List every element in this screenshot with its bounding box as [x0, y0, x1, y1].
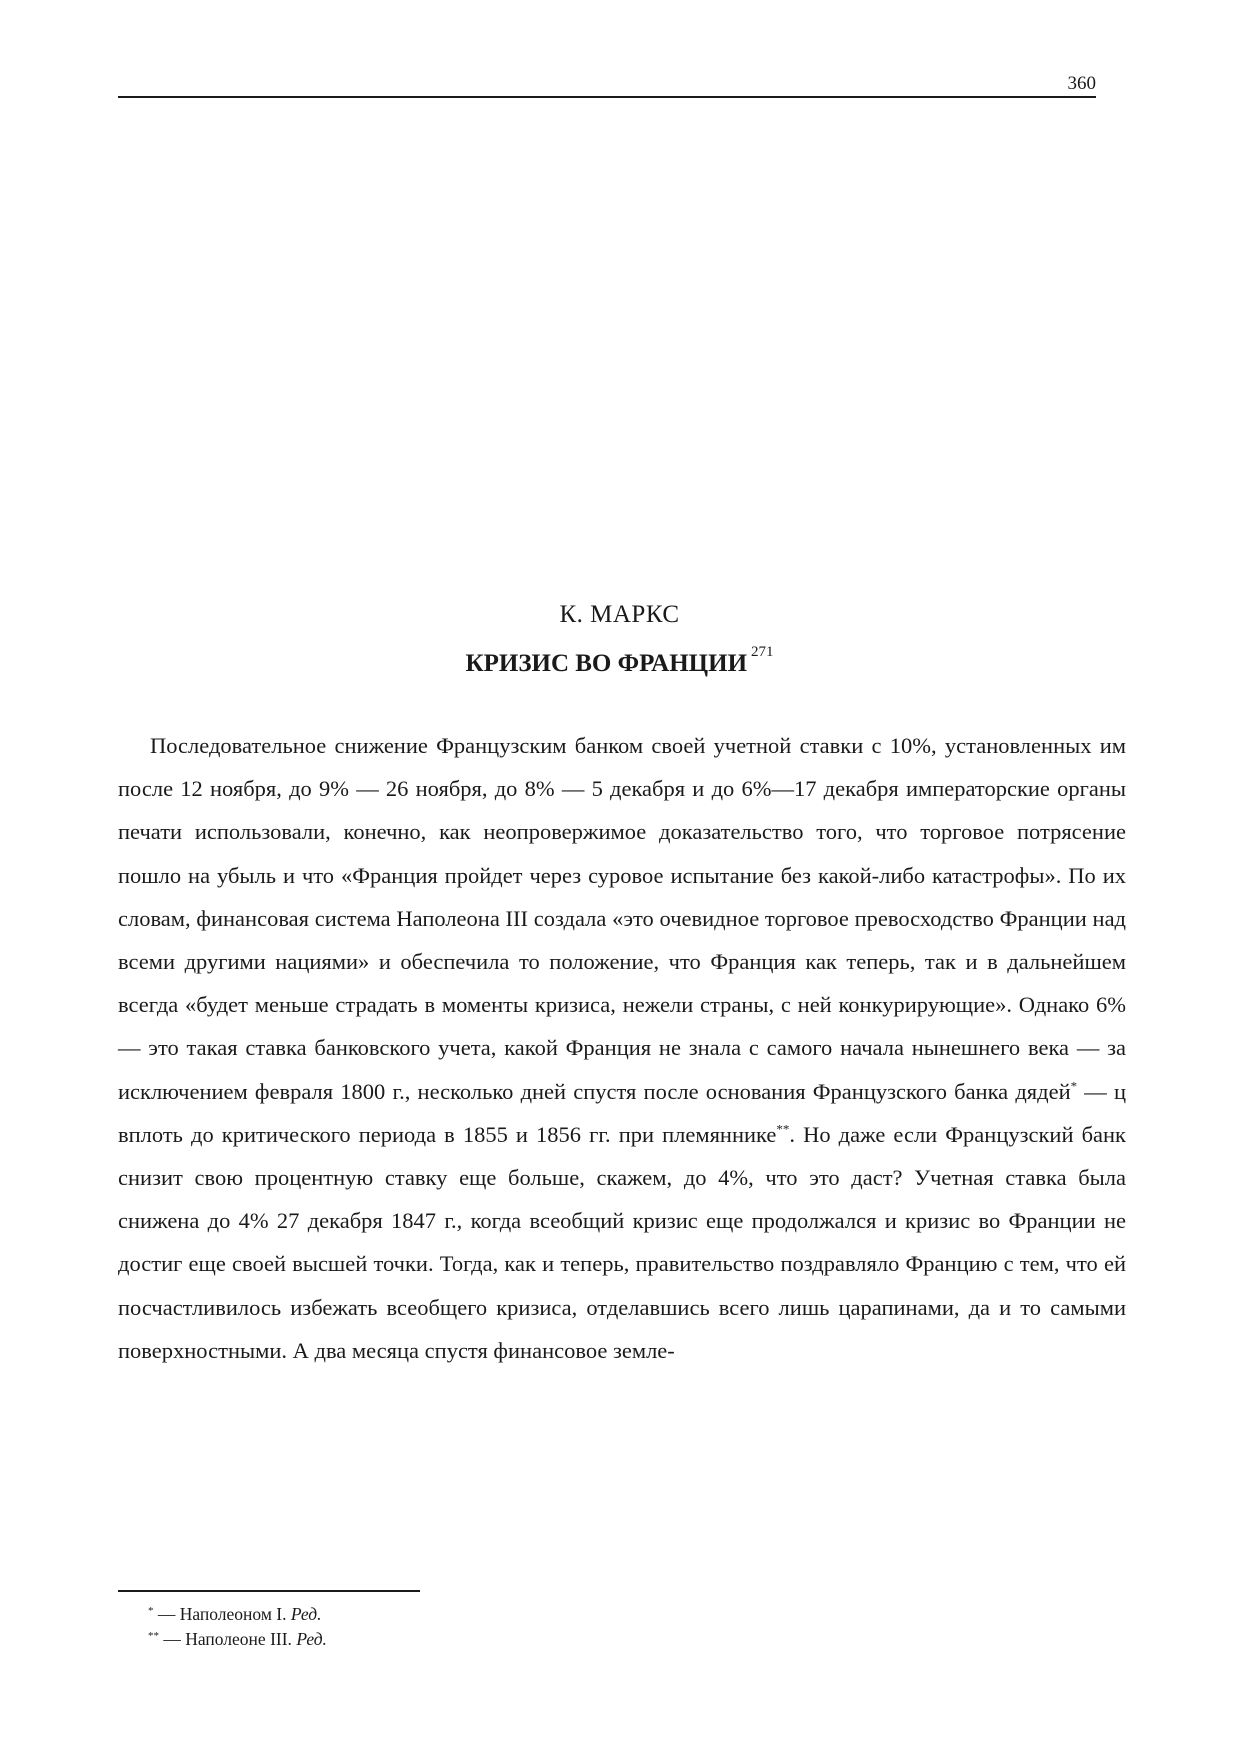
article-title-text: КРИЗИС ВО ФРАНЦИИ [465, 650, 748, 677]
paragraph-part-2: — ц вплоть до критического периода в 1855 и 1856 гг. при племяннике [118, 1078, 1126, 1147]
footnote-marker-2: ** [776, 1121, 790, 1137]
footnote-marker-1: * [1070, 1078, 1078, 1094]
paragraph-part-3: . Но даже если Французский банк снизит свою процентную ставку еще больше, скажем, до 4%, что это даст? Учетная ставка была снижена до 4% 27 декабря 1847 г., когда всеобщий кризис еще продолжался и кризис во Франции не достиг еще своей высшей точки. Тогда, как и теперь, правительство поздравляло Францию с тем, что ей посчастливилось избежать всеобщего кризиса, отделавшись всего лишь царапинами, да и то самыми поверхностными. А два месяца спустя финансовое земле- [118, 1121, 1126, 1363]
page-number: 360 [1067, 73, 1096, 94]
footnote-1 [148, 1602, 327, 1627]
footnote-1-text: — Наполеоном I. [153, 1604, 291, 1624]
footnote-1-editor: Ред. [290, 1604, 322, 1624]
title-note-marker: 271 [751, 644, 774, 660]
footnote-divider [118, 1590, 420, 1592]
author: К. МАРКС [559, 601, 680, 628]
footnote-2-editor: Ред. [296, 1629, 327, 1649]
body-paragraph [118, 724, 1126, 1372]
article-title [0, 644, 1239, 678]
footnote-2 [148, 1627, 327, 1652]
footnote-2-text: — Наполеоне III. [159, 1629, 297, 1649]
footnotes [148, 1602, 327, 1652]
page-header [118, 72, 1096, 98]
paragraph-part-1: Последовательное снижение Французским банком своей учетной ставки с 10%, установленных им после 12 ноября, до 9% — 26 ноября, до 8% — 5 декабря и до 6%—17 декабря императорские органы печати использовали, конечно, как неопровержимое доказательство того, что торговое потрясение пошло на убыль и что «Франция пройдет через суровое испытание без какой-либо катастрофы». По их словам, финансовая система Наполеона III создала «это очевидное торговое превосходство Франции над всеми другими нациями» и обеспечила то положение, что Франция как теперь, так и в дальнейшем всегда «будет меньше страдать в моменты кризиса, нежели страны, с ней конкурирующие». Однако 6% — это такая ставка банковского учета, какой Франция не знала с самого начала нынешнего века — за исключением февраля 1800 г., несколько дней спустя после основания Французского банка дядей [118, 733, 1126, 1104]
footnote-2-marker: ** [148, 1630, 159, 1642]
footnote-1-marker: * [148, 1605, 154, 1617]
